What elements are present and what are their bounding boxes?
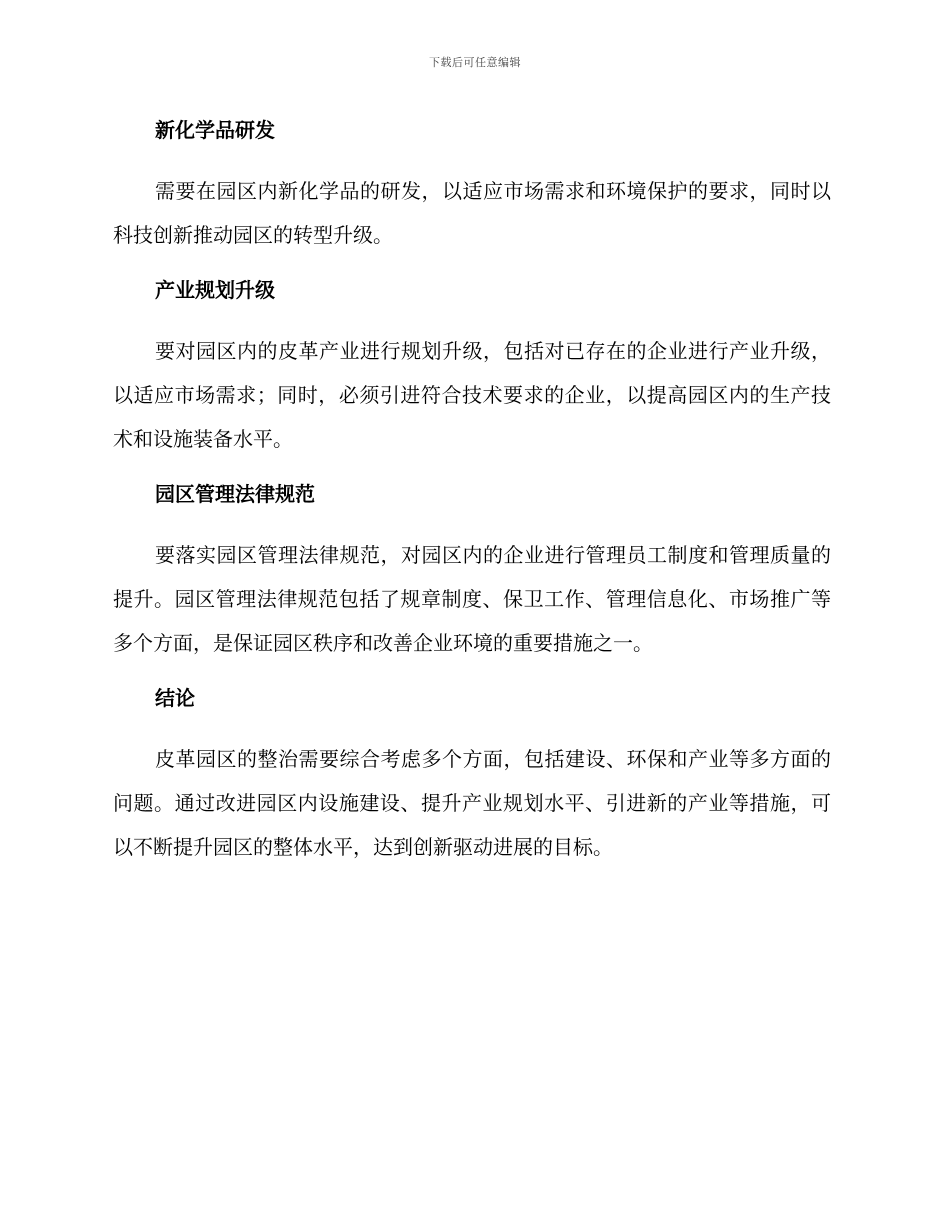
document-body <box>113 113 831 869</box>
section-paragraph: 皮革园区的整治需要综合考虑多个方面，包括建设、环保和产业等多方面的问题。通过改进园区内设施建设、提升产业规划水平、引进新的产业等措施，可以不断提升园区的整体水平，达到创新驱动进展的目标。 <box>113 747 831 859</box>
section-heading: 产业规划升级 <box>155 278 275 302</box>
section-paragraph: 要落实园区管理法律规范，对园区内的企业进行管理员工制度和管理质量的提升。园区管理法律规范包括了规章制度、保卫工作、管理信息化、市场推广等多个方面，是保证园区秩序和改善企业环境的重要措施之一。 <box>113 543 831 655</box>
section-industry-upgrade <box>113 273 831 477</box>
section-conclusion <box>113 681 831 869</box>
section-paragraph: 要对园区内的皮革产业进行规划升级，包括对已存在的企业进行产业升级，以适应市场需求；同时，必须引进符合技术要求的企业，以提高园区内的生产技术和设施装备水平。 <box>113 339 831 451</box>
section-paragraph: 需要在园区内新化学品的研发，以适应市场需求和环境保护的要求，同时以科技创新推动园区的转型升级。 <box>113 179 831 247</box>
section-new-chemicals <box>113 113 831 273</box>
section-heading: 结论 <box>155 686 195 710</box>
section-heading: 园区管理法律规范 <box>155 482 315 506</box>
section-management-regulation <box>113 477 831 681</box>
page-header: 下载后可任意编辑 <box>429 56 521 69</box>
section-heading: 新化学品研发 <box>155 118 275 142</box>
